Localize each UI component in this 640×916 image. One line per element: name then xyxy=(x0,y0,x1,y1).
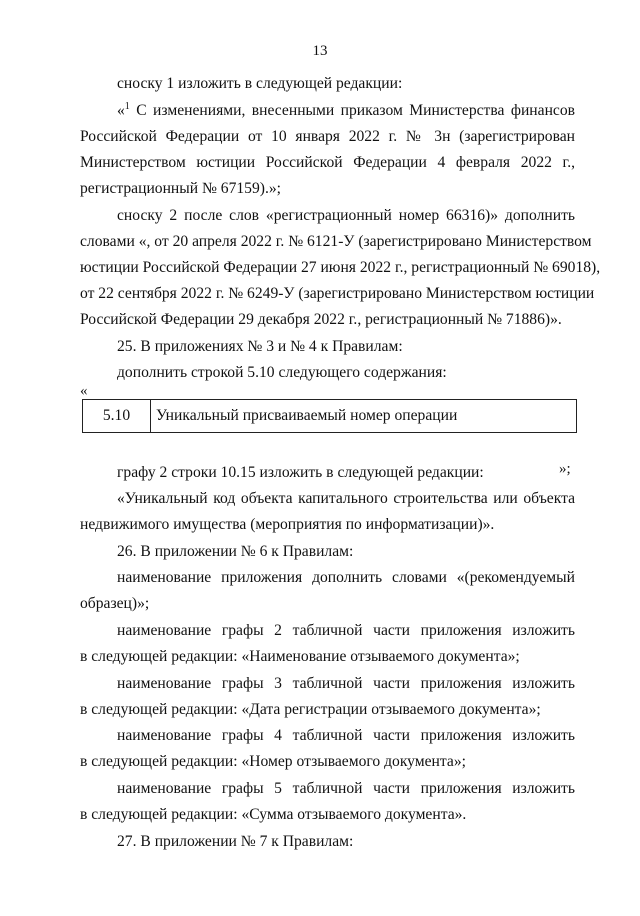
paragraph-line: Российской Федерации от 10 января 2022 г. № 3н (зарегистрирован xyxy=(80,128,575,145)
paragraph-line: регистрационный № 67159).»; xyxy=(80,180,281,197)
inserted-table-row xyxy=(82,399,577,433)
paragraph-line xyxy=(117,101,575,121)
paragraph-line: словами «, от 20 апреля 2022 г. № 6121-У (зарегистрировано Министерством xyxy=(80,233,592,250)
paragraph-line: наименование графы 5 табличной части приложения изложить xyxy=(117,780,575,797)
row-text-cell: Уникальный присваиваемый номер операции xyxy=(156,407,458,424)
row-code-cell: 5.10 xyxy=(83,400,151,432)
section-heading: 26. В приложении № 6 к Правилам: xyxy=(117,543,354,560)
open-quote: « xyxy=(80,383,88,399)
paragraph-line: наименование приложения дополнить словами «(рекомендуемый xyxy=(117,569,575,586)
paragraph-line: «Уникальный код объекта капитального строительства или объекта xyxy=(117,490,575,507)
close-quote: »; xyxy=(559,461,571,477)
paragraph-line: сноску 2 после слов «регистрационный номер 66316)» дополнить xyxy=(117,207,575,224)
paragraph-line: юстиции Российской Федерации 27 июня 2022 г., регистрационный № 69018), xyxy=(80,259,601,276)
footnote-marker: 1 xyxy=(124,101,130,112)
paragraph-line: наименование графы 2 табличной части приложения изложить xyxy=(117,622,575,639)
paragraph-line: недвижимого имущества (мероприятия по информатизации)». xyxy=(80,516,495,533)
paragraph-line: образец)»; xyxy=(80,595,150,612)
paragraph-line: в следующей редакции: «Номер отзываемого документа»; xyxy=(80,753,466,770)
page-number: 13 xyxy=(312,43,328,59)
quote-mark: « xyxy=(117,102,125,119)
section-heading: 27. В приложении № 7 к Правилам: xyxy=(117,833,354,850)
paragraph-text: С изменениями, внесенными приказом Министерства финансов xyxy=(129,102,575,119)
paragraph-line: в следующей редакции: «Наименование отзываемого документа»; xyxy=(80,648,520,665)
paragraph-line: наименование графы 4 табличной части приложения изложить xyxy=(117,727,575,744)
section-heading: 25. В приложениях № 3 и № 4 к Правилам: xyxy=(117,338,403,355)
paragraph-line: Министерством юстиции Российской Федерации 4 февраля 2022 г., xyxy=(80,154,575,171)
paragraph-line: графу 2 строки 10.15 изложить в следующей редакции: xyxy=(117,464,484,481)
paragraph-line: в следующей редакции: «Дата регистрации отзываемого документа»; xyxy=(80,701,541,718)
paragraph-line: Российской Федерации 29 декабря 2022 г., регистрационный № 71886)». xyxy=(80,311,562,328)
paragraph-line: сноску 1 изложить в следующей редакции: xyxy=(117,75,403,92)
paragraph-line: дополнить строкой 5.10 следующего содержания: xyxy=(117,364,447,381)
paragraph-line: в следующей редакции: «Сумма отзываемого документа». xyxy=(80,806,467,823)
paragraph-line: от 22 сентября 2022 г. № 6249-У (зарегистрировано Министерством юстиции xyxy=(80,285,595,302)
paragraph-line: наименование графы 3 табличной части приложения изложить xyxy=(117,675,575,692)
